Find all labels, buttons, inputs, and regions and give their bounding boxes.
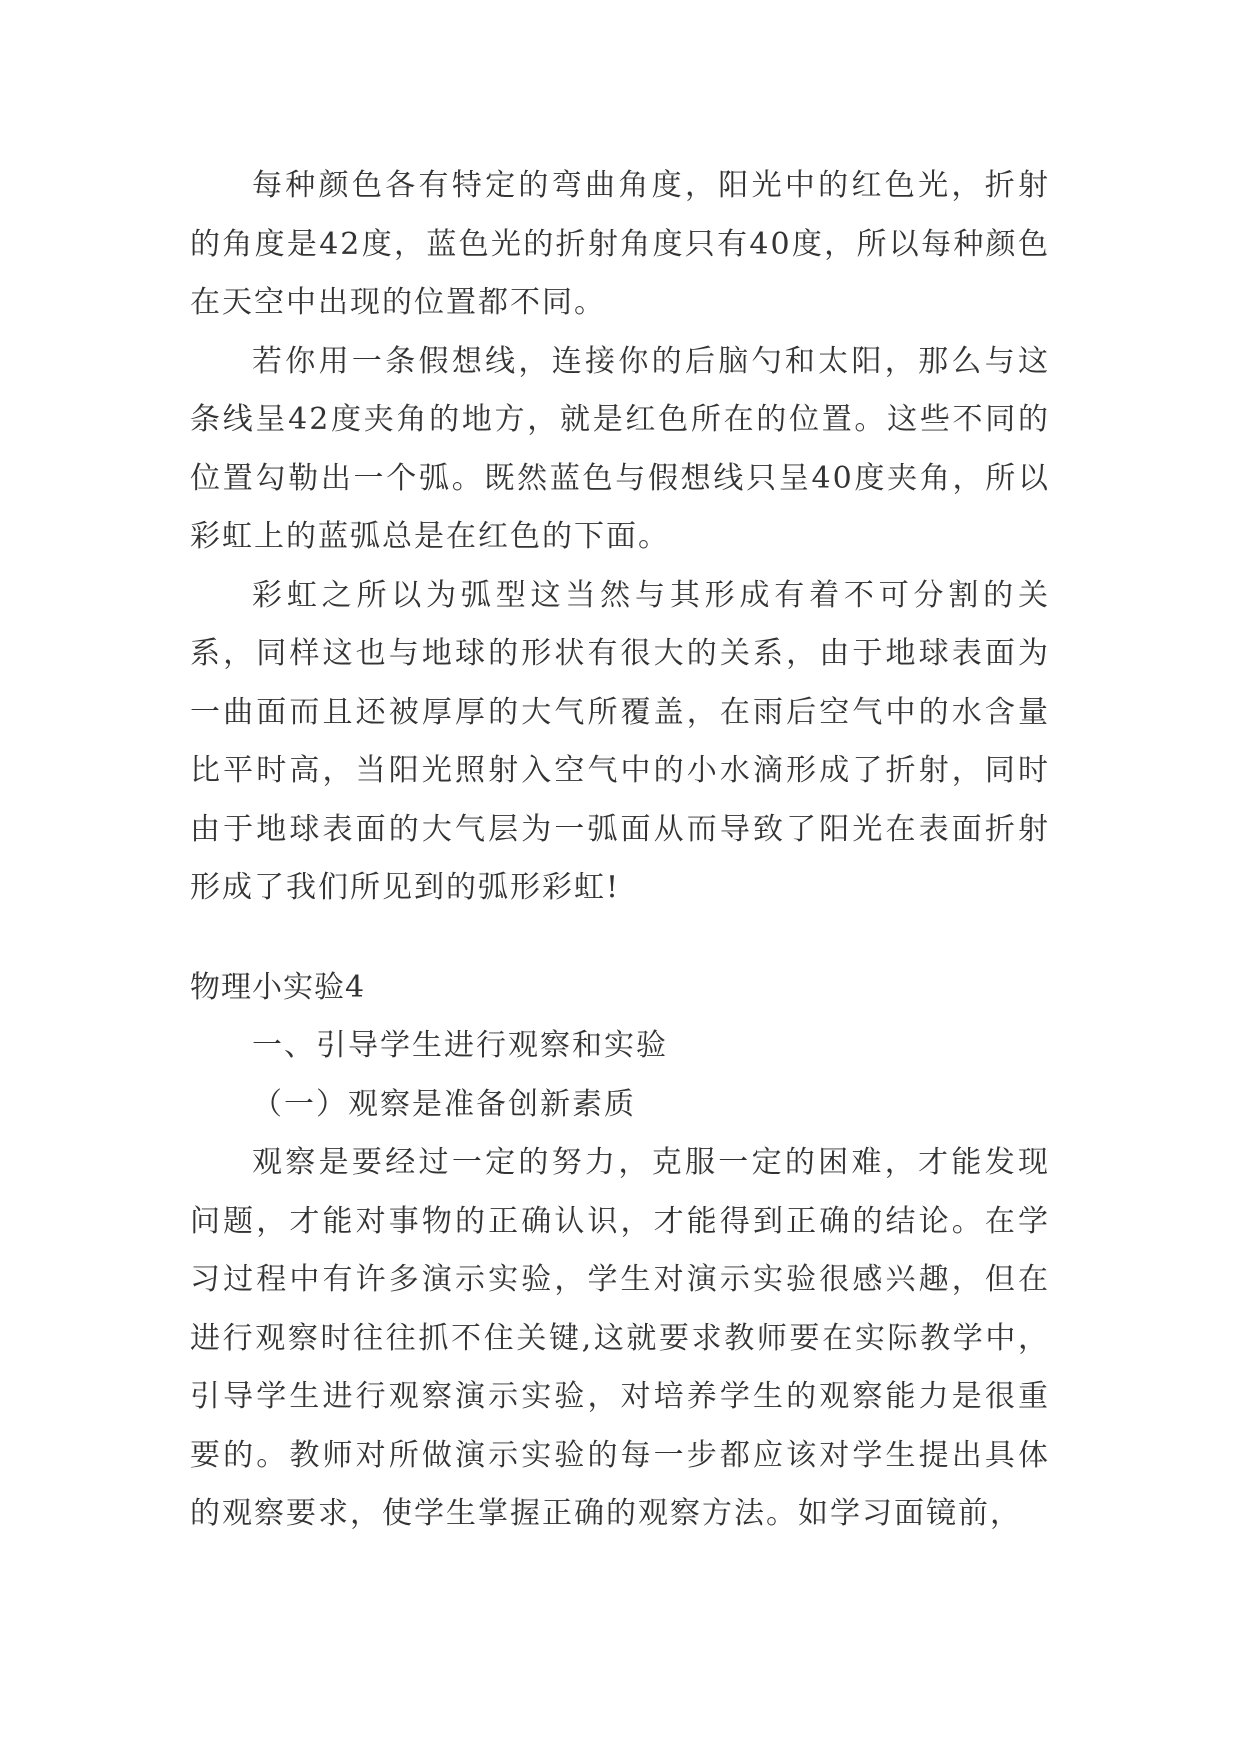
document-body <box>190 157 1050 1544</box>
paragraph-observation: 观察是要经过一定的努力，克服一定的困难，才能发现问题，才能对事物的正确认识，才能得到正确的结论。在学习过程中有许多演示实验，学生对演示实验很感兴趣，但在进行观察时往往抓不住关键,这就要求教师要在实际教学中，引导学生进行观察演示实验，对培养学生的观察能力是很重要的。教师对所做演示实验的每一步都应该对学生提出具体的观察要求，使学生掌握正确的观察方法。如学习面镜前， <box>190 1145 1050 1531</box>
heading-level-2: （一）观察是准备创新素质 <box>252 1086 636 1122</box>
paragraph-arc-shape: 彩虹之所以为弧型这当然与其形成有着不可分割的关系，同样这也与地球的形状有很大的关系，由于地球表面为一曲面而且还被厚厚的大气所覆盖，在雨后空气中的水含量比平时高，当阳光照射入空气中的小水滴形成了折射，同时由于地球表面的大气层为一弧面从而导致了阳光在表面折射形成了我们所见到的弧形彩虹! <box>190 577 1050 905</box>
heading-level-1: 一、引导学生进行观察和实验 <box>252 1028 668 1063</box>
paragraph-rainbow-angles: 每种颜色各有特定的弯曲角度，阳光中的红色光，折射的角度是42度，蓝色光的折射角度只有40度，所以每种颜色在天空中出现的位置都不同。 <box>190 168 1050 320</box>
section-title: 物理小实验4 <box>190 969 366 1005</box>
paragraph-imaginary-line: 若你用一条假想线，连接你的后脑勺和太阳，那么与这条线呈42度夹角的地方，就是红色所在的位置。这些不同的位置勾勒出一个弧。既然蓝色与假想线只呈40度夹角，所以彩虹上的蓝弧总是在红色的下面。 <box>190 343 1050 554</box>
